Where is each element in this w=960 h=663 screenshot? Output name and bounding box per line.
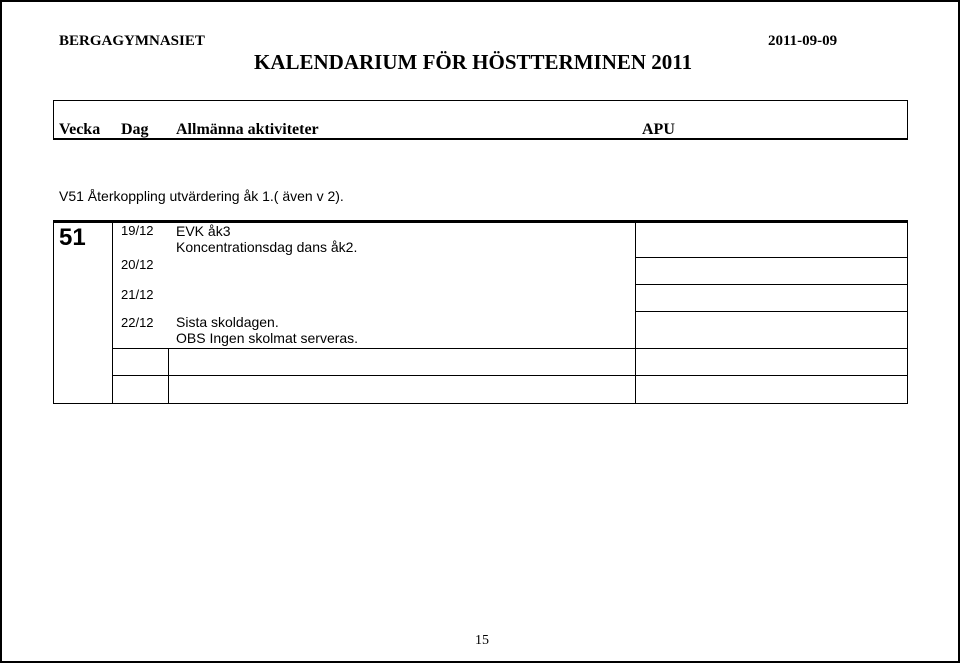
table-divider-week <box>112 222 113 404</box>
table-rule-apu-1 <box>635 257 908 258</box>
activity-line: Koncentrationsdag dans åk2. <box>176 239 358 255</box>
week-note: V51 Återkoppling utvärdering åk 1.( även v 2). <box>59 188 344 204</box>
table-divider-day <box>168 348 169 404</box>
activity-line: OBS Ingen skolmat serveras. <box>176 330 359 346</box>
day-date: 19/12 <box>121 223 154 238</box>
document-date: 2011-09-09 <box>768 33 838 49</box>
day-date: 21/12 <box>121 287 154 302</box>
column-header-week: Vecka <box>59 121 101 138</box>
school-name: BERGAGYMNASIET <box>59 33 205 49</box>
page-title: KALENDARIUM FÖR HÖSTTERMINEN 2011 <box>254 50 693 74</box>
column-header-day: Dag <box>121 121 149 138</box>
week-number: 51 <box>59 224 86 251</box>
day-date: 22/12 <box>121 315 154 330</box>
activity-line: EVK åk3 <box>176 223 231 239</box>
table-rule-row-5 <box>112 348 908 349</box>
page-number: 15 <box>475 633 489 648</box>
column-header-activities: Allmänna aktiviteter <box>176 121 319 138</box>
column-header-apu: APU <box>642 121 675 138</box>
activity-line: Sista skoldagen. <box>176 314 279 330</box>
table-rule-apu-2 <box>635 284 908 285</box>
table-divider-apu <box>635 222 636 404</box>
table-rule-apu-3 <box>635 311 908 312</box>
day-date: 20/12 <box>121 257 154 272</box>
table-rule-row-6 <box>112 375 908 376</box>
